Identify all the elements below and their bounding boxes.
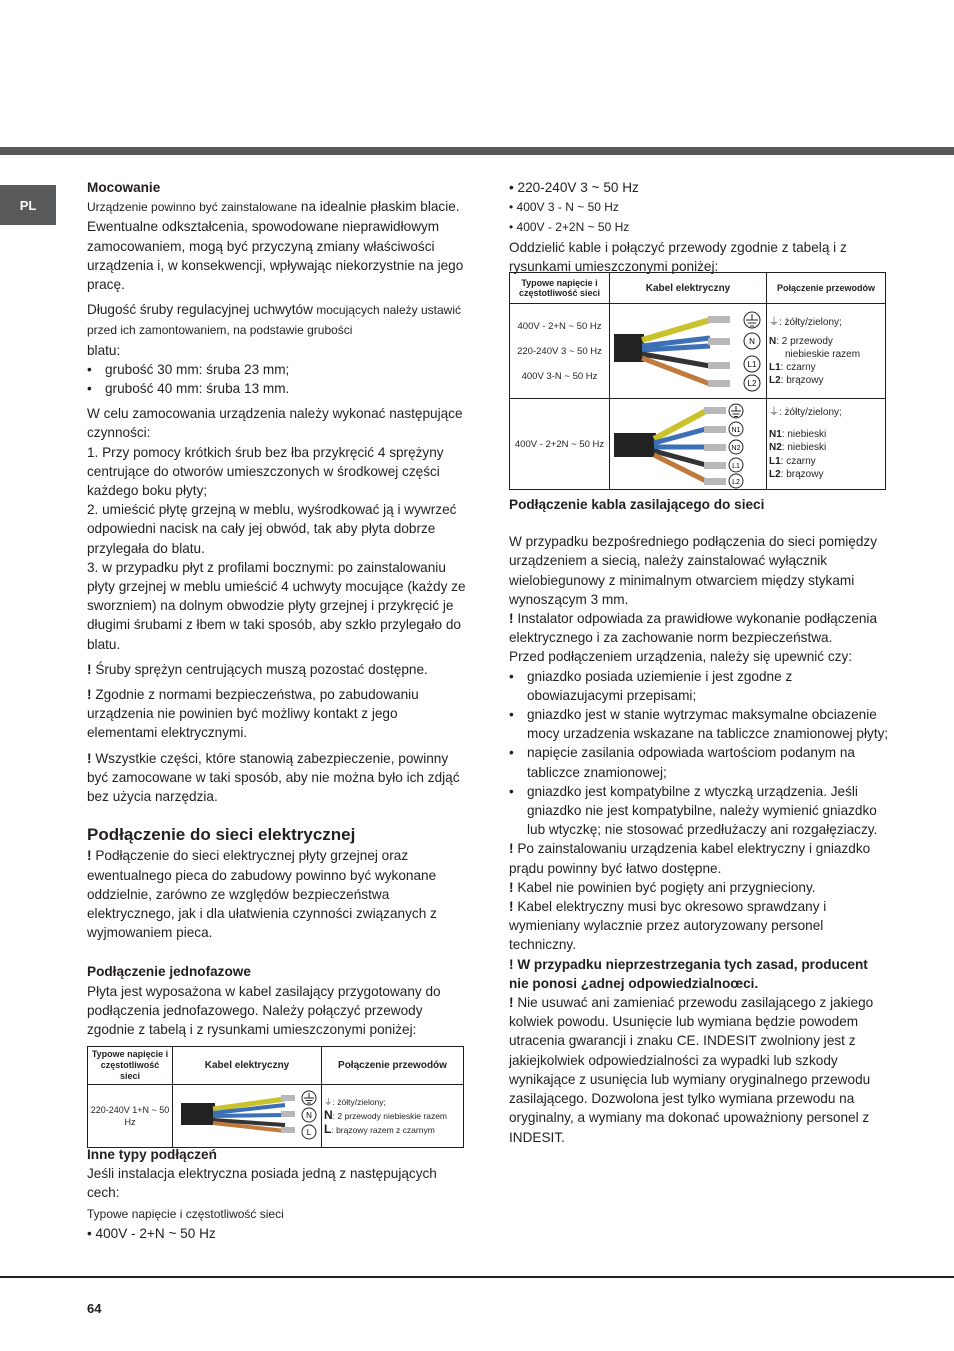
warning-icon: ! [87, 750, 92, 766]
other-connections [87, 1145, 467, 1243]
table-header: Połączenie przewodów [322, 1047, 464, 1085]
mount-paragraph-2: Ewentualne odkształcenia, spowodowane nieprawidłowym zamocowaniem, mogą być przyczyną zmiany właściwości urządzenia i, w konsekwencji, wpływając niekorzystnie na jego pracę. [87, 219, 464, 293]
mount-heading: Mocowanie [87, 180, 161, 195]
warning-1-text: Śruby sprężyn centrujących muszą pozostać dostępne. [95, 661, 428, 677]
cable-cell [610, 304, 767, 399]
list-item: • napięcie zasilania odpowiada wartościom podanym na tabliczce znamionowej; [509, 743, 889, 781]
other-small: Typowe napięcie i częstotliwość sieci [87, 1206, 284, 1221]
three-phase-cable-diagram [610, 304, 766, 398]
cable-sheath [614, 433, 656, 457]
voltage-option: 400V - 2+N ~ 50 Hz [517, 320, 602, 332]
check-intro: Przed podłączeniem urządzenia, należy się upewnić czy: [509, 649, 853, 665]
single-phase-heading: Podłączenie jednofazowe [87, 964, 251, 980]
table-header: Połączenie przewodów [767, 273, 886, 304]
terminal-label: N1 [731, 427, 741, 434]
electrical-text: Podłączenie do sieci elektrycznej płyty grzejnej oraz ewentualnego pieca do zabudowy powinno być wykonane oddzielnie, zarówno ze względów bezpieczeństwa elektrycznego, jak i dla ułatwienia czynności związanych z wyjmowaniem pieca. [87, 848, 437, 941]
warning-2-text: Zgodnie z normami bezpieczeństwa, po zabudowaniu urządzenia nie powinien być możliwy kontakt z jego elementami elektrycznymi. [87, 687, 419, 741]
warning-check: ! Kabel elektryczny musi byc okresowo sprawdzany i wymieniany wylacznie przez autoryzowany personel techniczny. [509, 899, 827, 953]
voltage-option: 220-240V 3 ~ 50 Hz [517, 345, 602, 357]
connection-cell [767, 304, 886, 399]
wire-tip [708, 316, 730, 323]
wire-tip [281, 1127, 295, 1133]
conn-l1: L1: czarny [769, 361, 816, 373]
terminal-label: N2 [731, 445, 741, 452]
separate-paragraph: Oddzielić kable i połączyć przewody zgodnie z tabelą i z rysunkami umieszczonymi poniżej: [509, 239, 847, 274]
list-item: • grubość 30 mm: śruba 23 mm; [87, 360, 467, 379]
cable-heading: Podłączenie kabla zasilającego do sieci [509, 497, 765, 512]
other-item: • 400V - 2+N ~ 50 Hz [87, 1225, 216, 1241]
warning-icon: ! [509, 956, 514, 972]
conn-n: N: 2 przewody niebieskie razem [324, 1107, 448, 1122]
warning-icon: ! [509, 841, 514, 857]
ground-symbol-icon: ⏚ [769, 407, 779, 419]
warning-icon: ! [87, 687, 92, 703]
conn-n2: N2: niebieski [769, 442, 827, 454]
warning-icon: ! [87, 661, 92, 677]
installer-text: Instalator odpowiada za prawidłowe wykonanie podłączenia elektrycznego i za zachowanie norm bezpieczeństwa. [509, 611, 878, 646]
voltage-item: • 400V - 2+2N ~ 50 Hz [509, 220, 630, 235]
wire-tip [708, 338, 730, 345]
other-heading: Inne typy podłączeń [87, 1147, 217, 1162]
voltage-item: • 400V 3 - N ~ 50 Hz [509, 200, 619, 215]
conn-n1: N1: niebieski [769, 428, 827, 440]
mount-p1-small: Urządzenie powinno być zainstalowane [87, 200, 298, 215]
wire-tip [704, 426, 726, 433]
wire-tip [704, 444, 726, 451]
other-paragraph: Jeśli instalacja elektryczna posiada jedną z następujących cech: [87, 1166, 437, 1201]
multi-phase-table [509, 272, 886, 490]
terminal-label: L1 [732, 463, 740, 470]
steps-intro: W celu zamocowania urządzenia należy wykonać następujące czynności: [87, 406, 463, 441]
footer-rule [0, 1276, 954, 1278]
conn-ground: ⏚: żółty/zielony; [769, 316, 842, 328]
mount-p1-rest: na idealnie płaskim blacie. [297, 199, 460, 215]
screw-paragraph-end: blatu: [87, 342, 121, 358]
warning-replace: ! Nie usuwać ani zamieniać przewodu zasilającego z jakiego kolwiek powodu. Usunięcie lub wymiana będzie powodem utracenia gwarancji i znaku CE. INDESIT zwolniony jest z jakiejkolwiek odpowiedzialności za wypadki lub szkody wynikające z usunięcia lub wymiany oryginalnego przewodu zasilającego. Dozwolona jest tylko wymiana przewodu na oryginalny, a wymiany ma dokonać upoważniony personel z INDESIT. [509, 995, 874, 1145]
wire-tip [708, 380, 730, 387]
terminal-label: L2 [747, 379, 757, 388]
ground-symbol-icon: ⏚ [324, 1096, 333, 1107]
conn-l1: L1: czarny [769, 455, 816, 467]
terminal-label: N [306, 1111, 312, 1120]
wire-tip [708, 362, 730, 369]
installer-paragraph [509, 609, 889, 647]
warning-icon: ! [509, 879, 514, 895]
wire-tip [704, 462, 726, 469]
warning-icon: ! [509, 899, 514, 915]
conn-ground: ⏚: żółty/zielony; [769, 407, 842, 419]
left-column [87, 178, 467, 1039]
list-item: • grubość 40 mm: śruba 13 mm. [87, 379, 467, 398]
ground-symbol-icon: ⏚ [769, 316, 779, 328]
cable-sheath [614, 334, 644, 362]
conn-l: L: brązowy razem z czarnym [324, 1121, 435, 1136]
warning-1 [87, 660, 467, 679]
table-header: Typowe napięcie i częstotliwość sieci [510, 273, 610, 304]
table-header: Kabel elektryczny [610, 273, 767, 304]
cable-cell [173, 1085, 322, 1148]
conn-n: N: 2 przewody [769, 335, 833, 347]
list-item: • gniazdko posiada uziemienie i jest zgodne z obowiazujacymi przepisami; [509, 667, 889, 705]
screw-p-b: mocujących należy ustawić przed ich zamontowaniem, na podstawie grubości [87, 303, 461, 338]
header-bar [0, 147, 954, 155]
warning-2 [87, 685, 467, 743]
electrical-heading: Podłączenie do sieci elektrycznej [87, 825, 356, 845]
terminal-label: N [749, 337, 755, 346]
electrical-paragraph [87, 846, 467, 942]
warning-3-text: Wszystkie części, które stanowią zabezpieczenie, powinny być zamocowane w taki sposób, aby nie można było ich zdjąć bez użycia narzędzia. [87, 750, 460, 805]
check-list [509, 667, 889, 840]
table-header: Typowe napięcie i częstotliwość sieci [88, 1047, 173, 1085]
right-column-top [509, 178, 889, 276]
terminal-label: L1 [747, 360, 757, 369]
two-phase-cable-diagram [610, 399, 766, 489]
terminal-label: L2 [732, 479, 740, 486]
wire-tip [281, 1111, 295, 1117]
step-3: 3. w przypadku płyt z profilami bocznymi: po zainstalowaniu płyty grzejnej w meblu umieścić 4 uchwyty mocujące (każdy ze sworzniem) na dolnym obwodzie płyty grzejnej i przykręcić je długimi śrubami z łbem w taki sposób, aby szkło przylegało do blatu. [87, 559, 466, 652]
step-1: 1. Przy pomocy krótkich śrub bez łba przykręcić 4 sprężyny centrujące do otworów umieszczonych w środkowej części każdego boku płyty; [87, 444, 444, 499]
multipole-paragraph: W przypadku bezpośredniego podłączenia do sieci pomiędzy urządzeniem a siecią, należy zainstalować wyłącznik wielobiegunowy z minimalnym otwarciem między stykami wynoszącym 3 mm. [509, 534, 878, 607]
conn-ground: ⏚: żółty/zielony; [324, 1096, 386, 1107]
terminal-label: L [306, 1128, 312, 1137]
mount-paragraph-1 [87, 197, 467, 217]
page-number: 64 [87, 1301, 102, 1316]
warning-icon: ! [509, 611, 514, 627]
cable-cell [610, 399, 767, 490]
warning-liability: ! W przypadku nieprzestrzegania tych zasad, producent nie ponosi ¿adnej odpowiedzialnoœci. [509, 956, 868, 991]
step-2: 2. umieścić płytę grzejną w meblu, wyśrodkować ją i wywrzeć odpowiedni nacisk na cały jej obwód, tak aby płyta dobrze przylegała do blatu. [87, 502, 457, 556]
warning-3 [87, 749, 467, 807]
cable-sheath [181, 1103, 215, 1125]
voltage-item: • 220-240V 3 ~ 50 Hz [509, 180, 639, 195]
voltage-cell [510, 304, 610, 399]
voltage-cell: 400V - 2+2N ~ 50 Hz [510, 399, 610, 490]
wire-blue [213, 1115, 285, 1116]
conn-l2: L2: brązowy [769, 469, 824, 481]
connection-cell [322, 1085, 464, 1148]
right-column-bottom [509, 495, 889, 1147]
list-item: • gniazdko jest w stanie wytrzymac maksymalne obciazenie mocy urzadzenia wskazane na tabliczce znamionowej płyty; [509, 705, 889, 743]
wire-tip [281, 1095, 295, 1101]
single-phase-paragraph: Płyta jest wyposażona w kabel zasilający przygotowany do podłączenia jednofazowego. Należy połączyć przewody zgodnie z tabelą i z rysunkami umieszczonymi poniżej: [87, 983, 441, 1037]
list-item: • gniazdko jest kompatybilne z wtyczką urządzenia. Jeśli gniazdko nie jest kompatybilne, należy wymienić gniazdko lub wtyczkę; nie stosować przedłużaczy ani rozgałęziaczy. [509, 782, 889, 840]
screw-paragraph [87, 300, 467, 340]
warning-icon: ! [87, 848, 92, 864]
single-phase-table [87, 1046, 464, 1148]
screw-p-a: Długość śruby regulacyjnej uchwytów [87, 302, 313, 318]
conn-l2: L2: brązowy [769, 374, 824, 386]
screw-list [87, 360, 467, 398]
warning-bent: ! Kabel nie powinien być pogięty ani przygnieciony. [509, 879, 816, 895]
connection-cell [767, 399, 886, 490]
table-header: Kabel elektryczny [173, 1047, 322, 1085]
wire-tip [704, 407, 726, 414]
wire-tip [704, 478, 726, 485]
voltage-cell: 220-240V 1+N ~ 50 Hz [88, 1085, 173, 1148]
conn-n-cont: niebieskie razem [785, 348, 861, 360]
single-cable-diagram [173, 1085, 321, 1147]
warning-access: ! Po zainstalowaniu urządzenia kabel elektryczny i gniazdko prądu powinny być łatwo dostępne. [509, 841, 871, 876]
language-tab: PL [0, 185, 56, 225]
voltage-option: 400V 3-N ~ 50 Hz [521, 370, 598, 382]
warning-icon: ! [509, 995, 514, 1011]
